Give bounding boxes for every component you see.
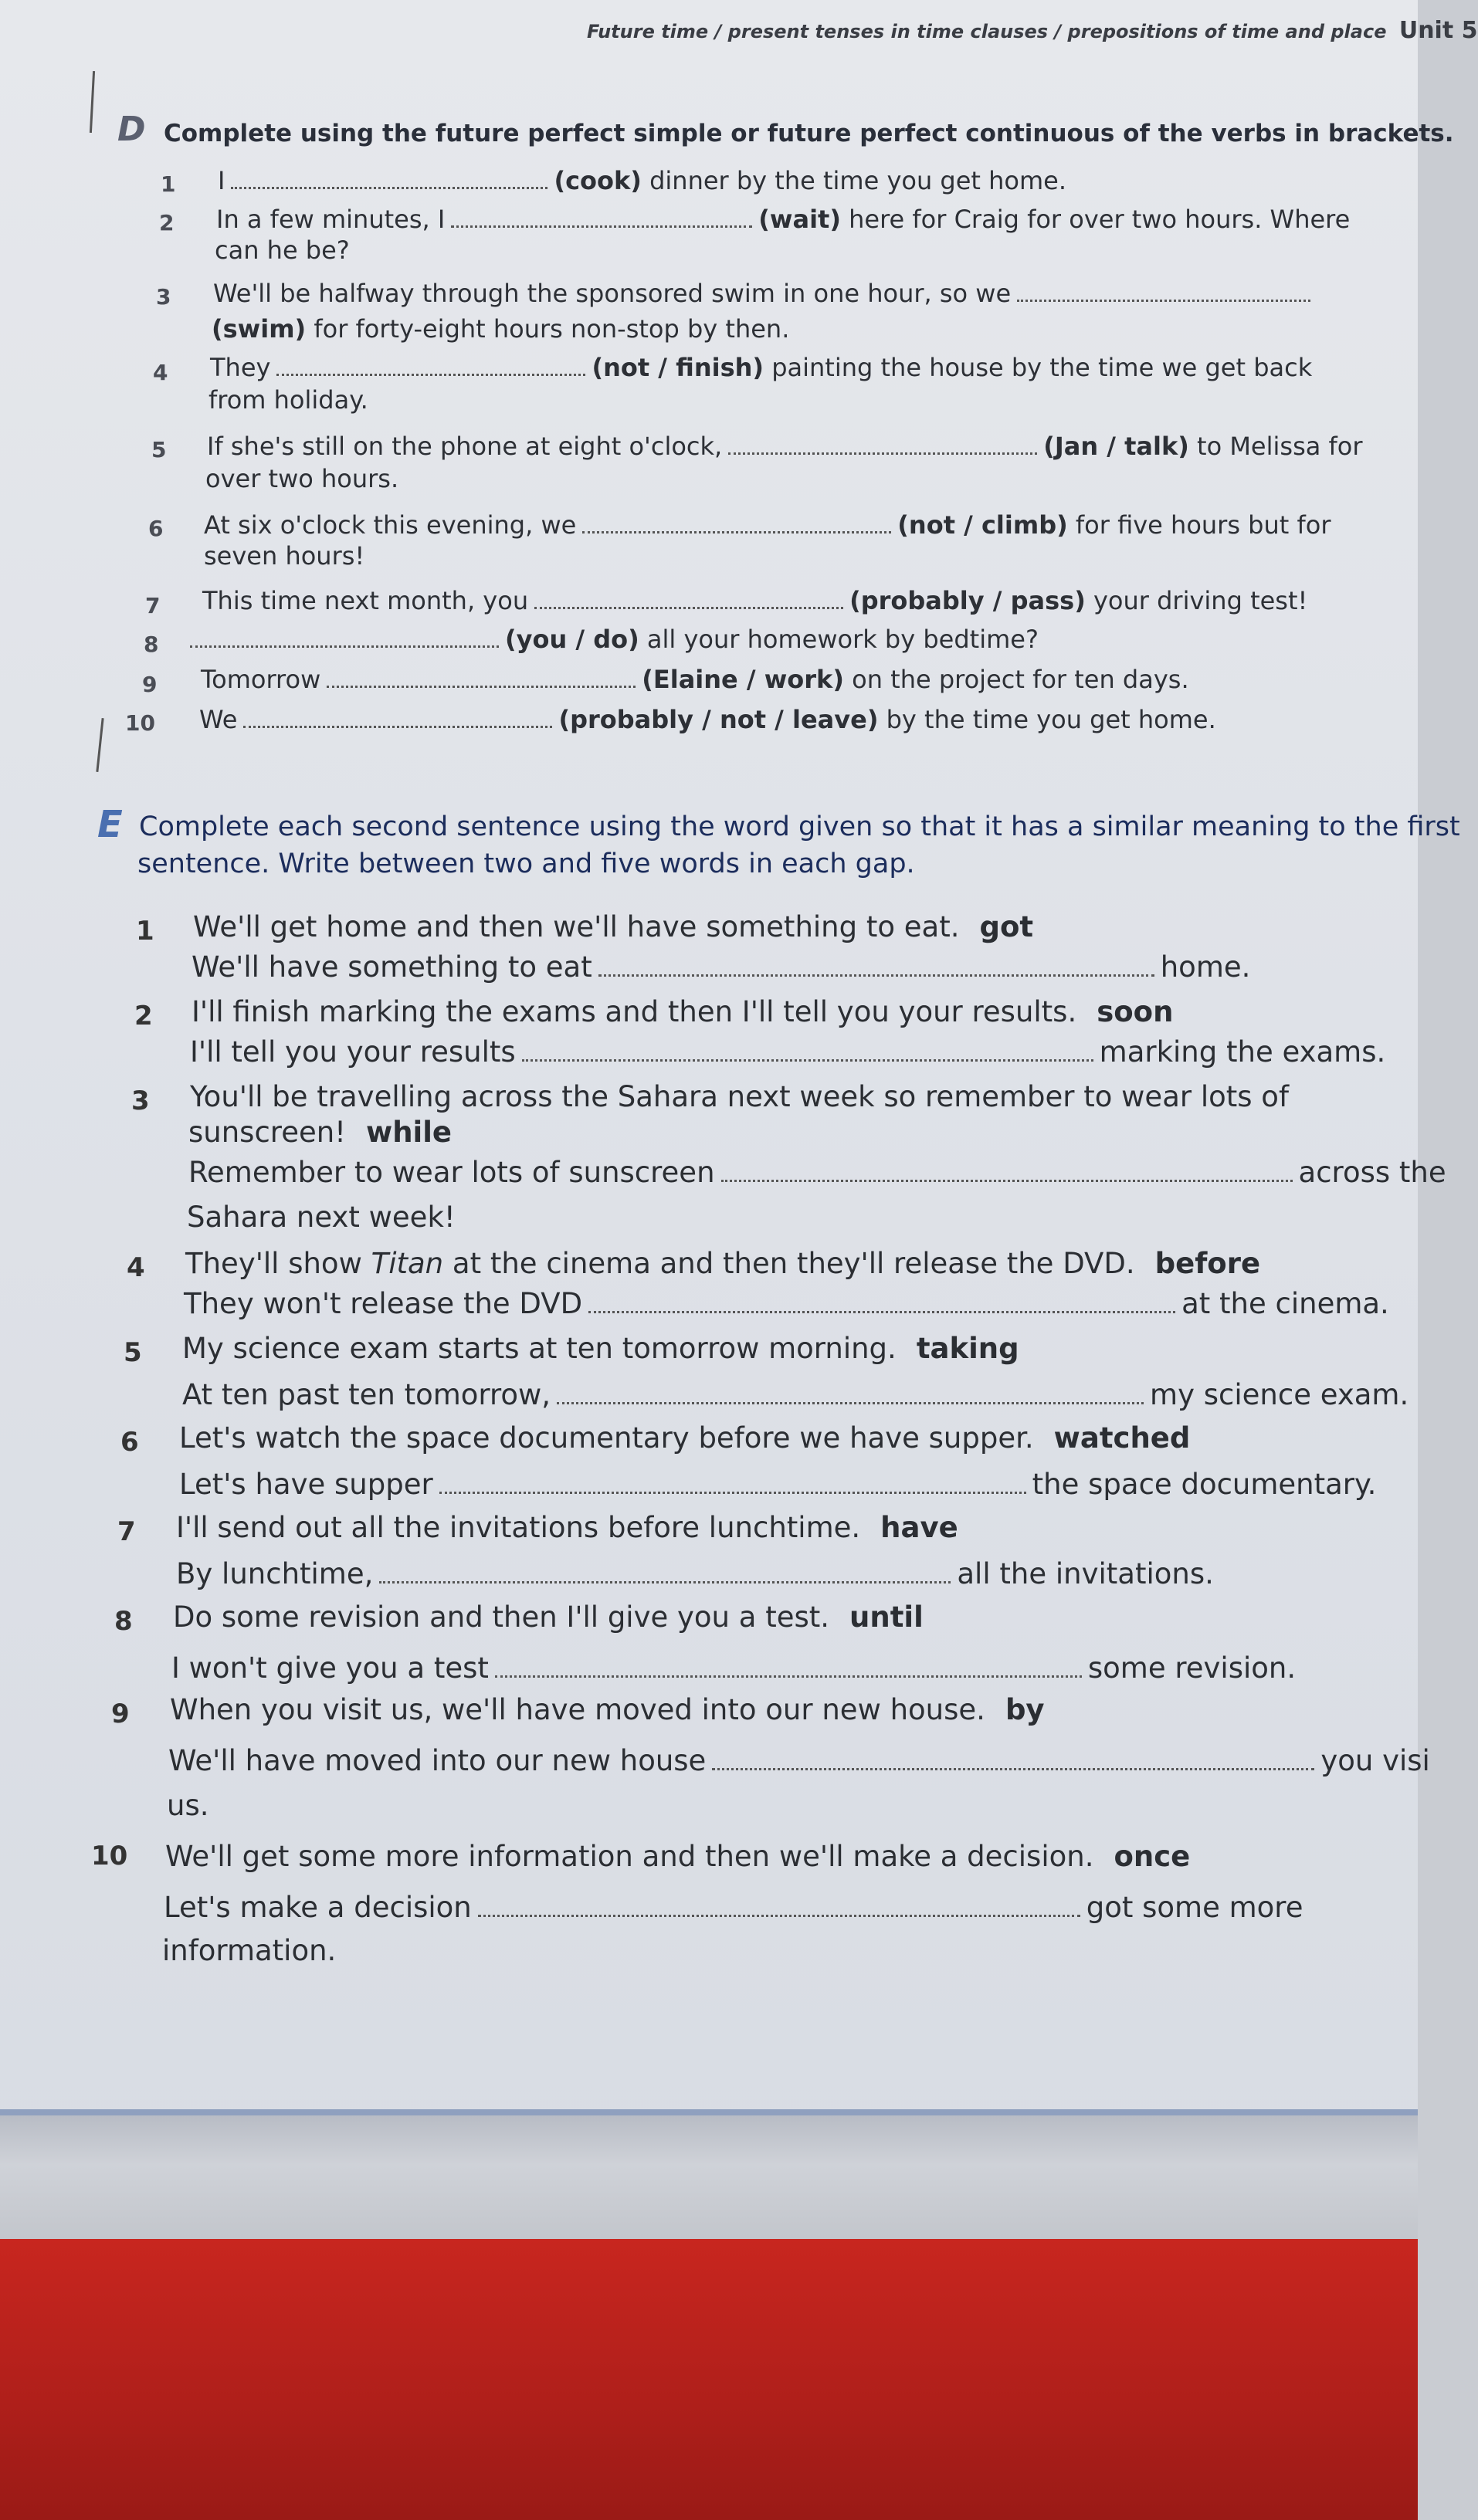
red-tablecloth <box>0 2239 1418 2520</box>
item-text: They <box>210 353 271 382</box>
d-item-3 <box>213 276 1317 310</box>
page-stack-edge <box>0 2115 1418 2239</box>
item-text: on the project for ten days. <box>852 665 1189 694</box>
key-word: while <box>366 1116 452 1149</box>
answer-gap[interactable] <box>588 1294 1175 1313</box>
page-header <box>587 17 1478 44</box>
second-sentence-end: you visi <box>1320 1744 1430 1777</box>
item-number: 3 <box>156 284 171 310</box>
second-sentence-start: We'll have something to eat <box>192 950 592 984</box>
item-number: 5 <box>151 437 167 462</box>
verb-prompt: (you / do) <box>505 625 639 654</box>
item-number: 6 <box>148 516 164 541</box>
d-item-4 <box>210 351 1312 384</box>
second-sentence-end: the space documentary. <box>1032 1468 1377 1501</box>
header-text: Future time / present tenses in time clauses / prepositions of time and place <box>587 21 1387 42</box>
item-number: 4 <box>127 1252 145 1283</box>
d-item-1 <box>218 164 1066 198</box>
key-word: got <box>979 910 1034 943</box>
item-number: 2 <box>134 1001 153 1031</box>
second-sentence-start: I won't give you a test <box>171 1651 489 1685</box>
item-number: 10 <box>125 710 155 736</box>
item-text: for five hours but for <box>1075 510 1331 540</box>
e-item-1 <box>193 908 1033 947</box>
answer-gap[interactable] <box>439 1475 1026 1494</box>
key-word: watched <box>1053 1421 1191 1455</box>
item-text: dinner by the time you get home. <box>649 166 1067 195</box>
item-text: for forty-eight hours non-stop by then. <box>314 314 790 344</box>
first-sentence: My science exam starts at ten tomorrow morning. <box>182 1332 897 1365</box>
second-sentence-end: at the cinema. <box>1181 1287 1389 1320</box>
e-item-5-second <box>182 1376 1409 1414</box>
second-sentence-start: Let's have supper <box>179 1468 433 1501</box>
first-sentence: sunscreen! <box>188 1116 347 1149</box>
item-text: We <box>199 705 238 734</box>
answer-gap[interactable] <box>243 709 552 728</box>
verb-prompt: (probably / not / leave) <box>558 705 879 734</box>
e-item-4 <box>185 1245 1260 1283</box>
first-sentence: at the cinema and then they'll release the DVD. <box>452 1247 1135 1280</box>
unit-label: Unit 5 <box>1398 17 1478 44</box>
second-sentence-start: I'll tell you your results <box>190 1035 516 1069</box>
e-item-8-second <box>171 1649 1296 1688</box>
second-sentence-start: At ten past ten tomorrow, <box>182 1378 551 1411</box>
first-sentence: We'll get some more information and then we'll make a decision. <box>165 1840 1094 1873</box>
e-item-9-second <box>168 1742 1430 1780</box>
second-sentence-end: got some more <box>1086 1891 1303 1924</box>
section-e-letter: E <box>97 803 123 846</box>
answer-gap[interactable] <box>495 1658 1082 1678</box>
item-number: 9 <box>142 672 158 697</box>
d-item-6 <box>204 508 1331 542</box>
e-item-7 <box>176 1509 958 1547</box>
section-e-instruction-1: Complete each second sentence using the word given so that it has a similar meaning to the first <box>139 811 1460 842</box>
pen-mark <box>96 718 103 772</box>
section-d-letter: D <box>117 110 146 149</box>
first-sentence: When you visit us, we'll have moved into our new house. <box>170 1693 985 1726</box>
e-item-2 <box>192 993 1173 1031</box>
item-number: 4 <box>153 360 168 385</box>
e-item-5 <box>182 1329 1019 1368</box>
d-item-6-line2: seven hours! <box>204 541 365 571</box>
e-item-3-line2 <box>188 1113 452 1152</box>
first-sentence: Do some revision and then I'll give you a test. <box>173 1600 830 1634</box>
answer-gap[interactable] <box>598 957 1154 977</box>
first-sentence: Let's watch the space documentary before we have supper. <box>179 1421 1034 1455</box>
d-item-4-line2: from holiday. <box>208 385 368 415</box>
verb-prompt: (cook) <box>554 166 642 195</box>
item-number: 2 <box>159 210 175 235</box>
item-text: I <box>218 166 225 195</box>
e-item-7-second <box>176 1555 1214 1594</box>
answer-gap[interactable] <box>582 514 891 533</box>
answer-gap[interactable] <box>534 590 843 609</box>
key-word: soon <box>1097 995 1174 1028</box>
d-item-2 <box>216 202 1350 236</box>
d-item-8 <box>190 622 1039 656</box>
answer-gap[interactable] <box>522 1042 1093 1062</box>
answer-gap[interactable] <box>379 1564 951 1583</box>
item-text: Tomorrow <box>201 665 321 694</box>
verb-prompt: (not / climb) <box>897 510 1068 540</box>
second-sentence-start: We'll have moved into our new house <box>168 1744 707 1777</box>
e-item-9-line3: us. <box>167 1789 209 1822</box>
item-text: to Melissa for <box>1197 432 1363 461</box>
second-sentence-end: all the invitations. <box>957 1557 1214 1590</box>
e-item-2-second <box>190 1033 1385 1072</box>
answer-gap[interactable] <box>451 208 752 228</box>
e-item-9 <box>170 1691 1045 1729</box>
second-sentence-end: my science exam. <box>1150 1378 1409 1411</box>
e-item-10 <box>165 1838 1190 1876</box>
item-text: At six o'clock this evening, we <box>204 510 577 540</box>
pen-mark <box>90 71 95 133</box>
answer-gap[interactable] <box>327 669 636 688</box>
d-item-2-line2: can he be? <box>215 235 350 265</box>
verb-prompt: (probably / pass) <box>849 586 1086 615</box>
item-number: 7 <box>145 593 161 618</box>
d-item-10 <box>199 703 1216 737</box>
e-item-1-second <box>192 948 1250 987</box>
item-number: 3 <box>131 1086 150 1116</box>
first-sentence: They'll show <box>185 1247 362 1280</box>
section-d-instruction: Complete using the future perfect simple or future perfect continuous of the verbs in brackets. <box>164 120 1454 147</box>
second-sentence-end: across the <box>1298 1156 1446 1189</box>
item-text: by the time you get home. <box>886 705 1216 734</box>
section-e-instruction-2: sentence. Write between two and five words in each gap. <box>137 848 915 879</box>
key-word: taking <box>916 1332 1019 1365</box>
second-sentence-start: They won't release the DVD <box>184 1287 583 1320</box>
verb-prompt: (swim) <box>212 314 307 344</box>
item-number: 7 <box>117 1516 136 1547</box>
item-number: 10 <box>91 1841 128 1871</box>
answer-gap[interactable] <box>276 357 585 376</box>
second-sentence-end: some revision. <box>1087 1651 1297 1685</box>
verb-prompt: (Jan / talk) <box>1043 432 1189 461</box>
answer-gap[interactable] <box>231 170 547 189</box>
item-text: your driving test! <box>1093 586 1308 615</box>
d-item-3-line2 <box>212 312 789 346</box>
e-item-6-second <box>179 1465 1376 1504</box>
item-number: 9 <box>111 1699 130 1729</box>
item-number: 8 <box>144 632 159 657</box>
first-sentence: I'll finish marking the exams and then I'll tell you your results. <box>192 995 1077 1028</box>
answer-gap[interactable] <box>190 628 499 648</box>
item-text: painting the house by the time we get back <box>771 353 1313 382</box>
item-text: If she's still on the phone at eight o'clock, <box>207 432 723 461</box>
second-sentence-start: By lunchtime, <box>176 1557 374 1590</box>
second-sentence-start: Let's make a decision <box>164 1891 472 1924</box>
e-item-10-second <box>164 1888 1303 1927</box>
first-sentence: I'll send out all the invitations before lunchtime. <box>176 1511 861 1544</box>
answer-gap[interactable] <box>1017 283 1310 302</box>
e-item-3: You'll be travelling across the Sahara next week so remember to wear lots of <box>190 1080 1289 1113</box>
key-word: by <box>1005 1693 1045 1726</box>
e-item-6 <box>179 1419 1190 1458</box>
item-text: In a few minutes, I <box>216 205 446 234</box>
answer-gap[interactable] <box>728 435 1037 455</box>
d-item-9 <box>201 662 1189 696</box>
item-number: 6 <box>120 1427 139 1458</box>
answer-gap[interactable] <box>557 1385 1144 1404</box>
second-sentence-end: marking the exams. <box>1099 1035 1386 1069</box>
answer-gap[interactable] <box>478 1898 1080 1917</box>
e-item-3-second <box>188 1153 1446 1192</box>
verb-prompt: (wait) <box>758 205 841 234</box>
item-number: 1 <box>136 916 154 947</box>
item-number: 1 <box>161 171 176 197</box>
answer-gap[interactable] <box>721 1163 1293 1182</box>
key-word: before <box>1154 1247 1261 1280</box>
e-item-10-line3: information. <box>162 1934 337 1967</box>
e-item-8 <box>173 1598 924 1637</box>
key-word: until <box>849 1600 924 1634</box>
e-item-4-second <box>184 1285 1389 1323</box>
key-word: have <box>880 1511 958 1544</box>
answer-gap[interactable] <box>712 1751 1314 1770</box>
item-text: all your homework by bedtime? <box>646 625 1039 654</box>
d-item-7 <box>202 584 1307 618</box>
d-item-5-line2: over two hours. <box>205 464 399 493</box>
d-item-5 <box>207 429 1363 463</box>
item-text: This time next month, you <box>202 586 529 615</box>
second-sentence-start: Remember to wear lots of sunscreen <box>188 1156 715 1189</box>
first-sentence: We'll get home and then we'll have something to eat. <box>193 910 960 943</box>
item-text: We'll be halfway through the sponsored swim in one hour, so we <box>213 279 1012 308</box>
second-sentence-end: home. <box>1160 950 1251 984</box>
key-word: once <box>1114 1840 1191 1873</box>
item-text: here for Craig for over two hours. Where <box>849 205 1351 234</box>
film-title: Titan <box>371 1247 444 1280</box>
item-number: 8 <box>114 1606 133 1637</box>
verb-prompt: (not / finish) <box>592 353 764 382</box>
verb-prompt: (Elaine / work) <box>642 665 844 694</box>
item-number: 5 <box>124 1337 142 1368</box>
e-item-3-line4: Sahara next week! <box>187 1201 456 1234</box>
